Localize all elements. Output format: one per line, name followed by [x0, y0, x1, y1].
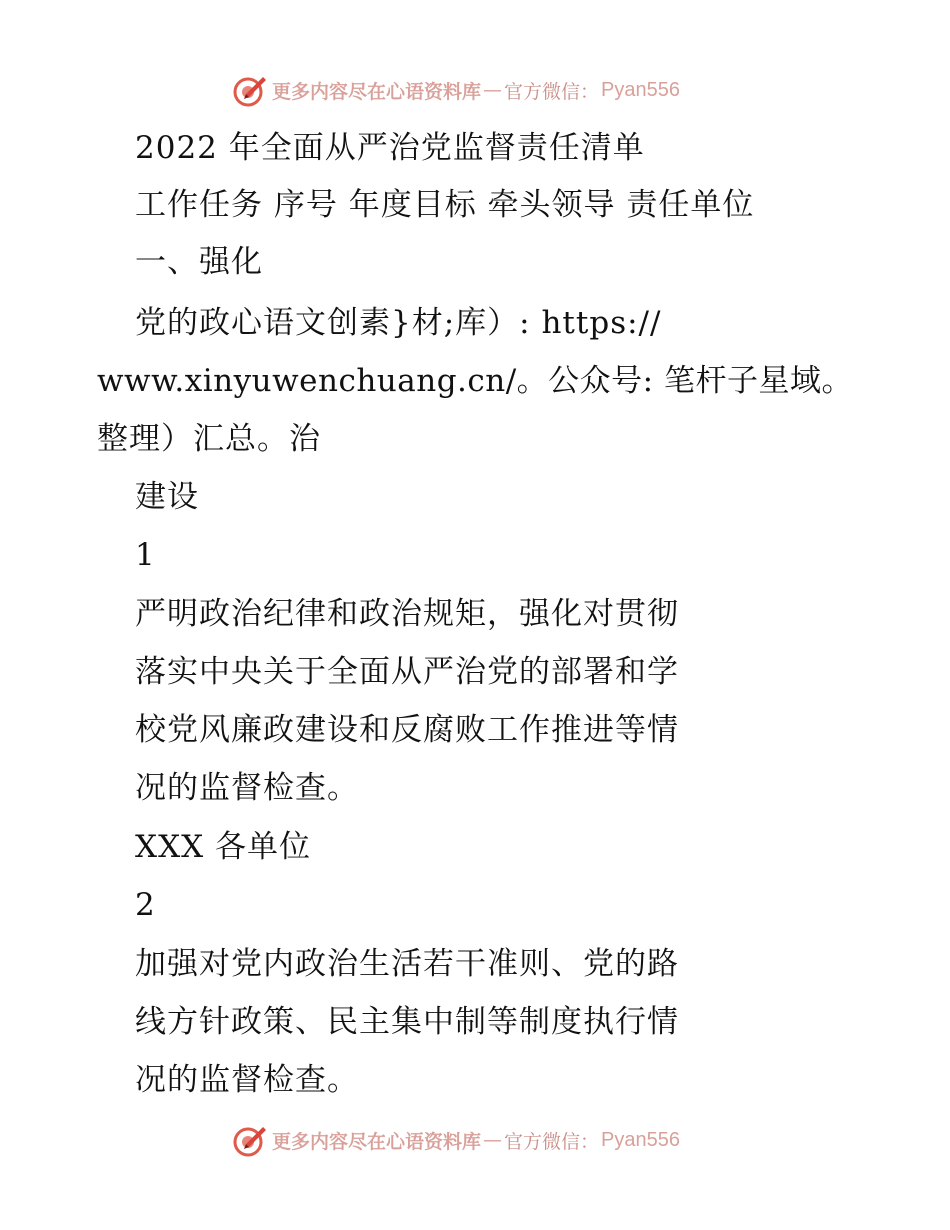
document-title: 2022 年全面从严治党监督责任清单 — [135, 130, 645, 166]
red-pen-logo-icon — [232, 1122, 268, 1158]
text-line: 落实中央关于全面从严治党的部署和学 — [135, 654, 679, 690]
text-line: 党的政心语文创素}材;库）: https:// — [135, 305, 662, 341]
watermark-official-text: 官方微信： — [504, 80, 600, 103]
watermark-handle: Pyan556 — [601, 78, 680, 101]
watermark-site-text: 更多内容尽在心语资料库 — [272, 1130, 482, 1153]
watermark-site-text: 更多内容尽在心语资料库 — [272, 80, 482, 103]
watermark-separator: — — [483, 79, 503, 101]
watermark-separator: — — [483, 1129, 503, 1151]
text-line: 建设 — [135, 479, 199, 515]
text-line: 严明政治纪律和政治规矩，强化对贯彻 — [135, 596, 679, 632]
text-line: 况的监督检查。 — [135, 770, 359, 806]
item-number: 2 — [135, 887, 156, 923]
red-pen-logo-icon — [232, 72, 268, 108]
text-line: XXX 各单位 — [135, 829, 312, 865]
table-header-row: 工作任务 序号 年度目标 牵头领导 责任单位 — [135, 187, 755, 223]
watermark-banner-top — [232, 70, 680, 110]
item-number: 1 — [135, 537, 156, 573]
text-line: www.xinyuwenchuang.cn/。公众号: 笔杆子星域。 — [97, 363, 853, 399]
text-line: 校党风廉政建设和反腐败工作推进等情 — [135, 712, 679, 748]
text-line: 线方针政策、民主集中制等制度执行情 — [135, 1004, 679, 1040]
watermark-banner-bottom — [232, 1120, 680, 1160]
text-line: 一、强化 — [135, 244, 263, 280]
text-line: 加强对党内政治生活若干准则、党的路 — [135, 946, 679, 982]
watermark-handle: Pyan556 — [601, 1128, 680, 1151]
text-line: 整理）汇总。治 — [97, 421, 321, 457]
text-line: 况的监督检查。 — [135, 1062, 359, 1098]
watermark-official-text: 官方微信： — [504, 1130, 600, 1153]
